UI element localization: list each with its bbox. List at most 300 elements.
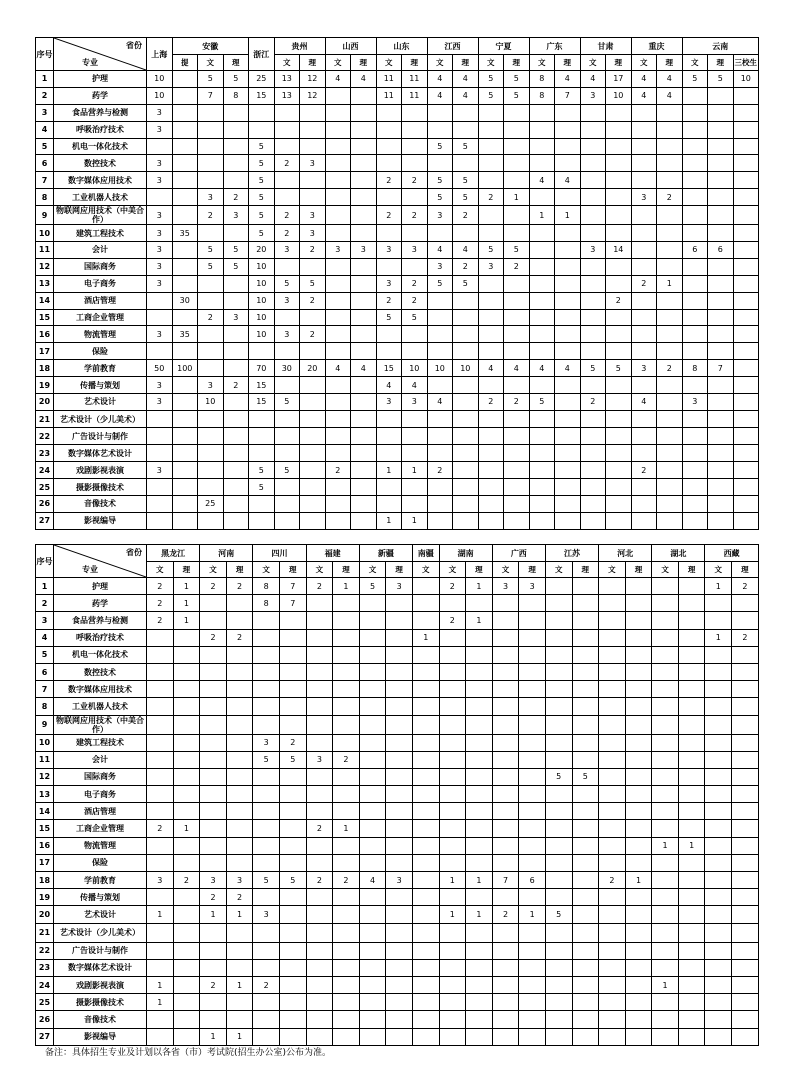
quota-cell	[386, 663, 413, 680]
quota-cell: 1	[519, 906, 546, 923]
quota-cell	[580, 189, 606, 206]
quota-cell	[253, 698, 280, 715]
row-major-name: 数字媒体应用技术	[54, 172, 147, 189]
quota-cell	[253, 629, 280, 646]
quota-cell	[478, 121, 504, 138]
quota-cell: 5	[545, 768, 572, 785]
quota-cell	[439, 1011, 466, 1028]
row-major-name: 艺术设计	[54, 394, 147, 411]
quota-cell: 5	[453, 275, 479, 292]
row-major-name: 物联网应用技术（中美合作）	[54, 715, 147, 734]
table-row	[36, 104, 759, 121]
quota-cell	[359, 923, 386, 942]
province-header: 云南	[682, 38, 759, 55]
quota-cell	[678, 786, 705, 803]
quota-cell	[478, 326, 504, 343]
quota-cell	[529, 292, 555, 309]
quota-cell	[172, 512, 198, 529]
quota-cell	[732, 646, 759, 663]
quota-cell	[519, 734, 546, 751]
quota-cell	[606, 206, 632, 225]
quota-cell	[306, 854, 333, 871]
quota-cell	[599, 906, 626, 923]
quota-cell	[402, 495, 428, 512]
quota-cell	[306, 786, 333, 803]
quota-cell	[529, 462, 555, 479]
quota-cell: 10	[147, 71, 173, 88]
quota-cell	[545, 698, 572, 715]
quota-cell: 1	[402, 512, 428, 529]
quota-cell	[599, 1028, 626, 1045]
quota-cell	[359, 734, 386, 751]
quota-cell	[402, 343, 428, 360]
quota-cell	[147, 681, 174, 698]
quota-cell	[732, 595, 759, 612]
quota-cell	[545, 976, 572, 993]
quota-cell	[359, 889, 386, 906]
quota-cell	[274, 172, 300, 189]
quota-cell	[300, 462, 326, 479]
table-row	[36, 837, 759, 854]
quota-cell	[325, 410, 351, 428]
quota-cell	[173, 803, 200, 820]
subject-header: 文	[529, 55, 555, 71]
quota-cell: 4	[325, 360, 351, 377]
quota-cell	[439, 994, 466, 1011]
quota-cell: 4	[529, 360, 555, 377]
quota-cell	[412, 612, 439, 629]
quota-cell	[708, 292, 734, 309]
quota-cell: 3	[147, 121, 173, 138]
quota-cell	[732, 942, 759, 959]
quota-cell	[678, 854, 705, 871]
quota-cell	[678, 1028, 705, 1045]
quota-cell	[351, 445, 377, 462]
quota-cell	[599, 959, 626, 976]
quota-cell	[279, 715, 306, 734]
row-major-name: 呼吸治疗技术	[54, 629, 147, 646]
quota-cell	[599, 820, 626, 837]
quota-cell: 2	[147, 595, 174, 612]
quota-cell	[652, 923, 679, 942]
quota-cell: 3	[631, 360, 657, 377]
quota-cell	[386, 923, 413, 942]
quota-cell	[333, 942, 360, 959]
subject-header: 理	[657, 55, 683, 71]
quota-cell: 3	[631, 189, 657, 206]
quota-cell: 1	[376, 512, 402, 529]
row-major-name: 护理	[54, 578, 147, 595]
table-row	[36, 923, 759, 942]
quota-cell	[223, 104, 249, 121]
quota-cell: 3	[274, 292, 300, 309]
quota-cell	[200, 837, 227, 854]
quota-cell	[519, 646, 546, 663]
quota-cell	[466, 734, 493, 751]
row-major-name: 数字媒体艺术设计	[54, 959, 147, 976]
quota-cell	[652, 872, 679, 889]
quota-cell	[226, 715, 253, 734]
table-row	[36, 803, 759, 820]
quota-cell	[147, 803, 174, 820]
quota-cell	[412, 646, 439, 663]
quota-cell: 3	[274, 242, 300, 259]
quota-cell: 2	[376, 292, 402, 309]
quota-cell	[402, 121, 428, 138]
quota-cell	[599, 595, 626, 612]
quota-cell	[519, 803, 546, 820]
quota-cell: 2	[376, 206, 402, 225]
quota-cell	[599, 976, 626, 993]
table-row	[36, 309, 759, 326]
quota-cell	[386, 994, 413, 1011]
quota-cell	[652, 1011, 679, 1028]
quota-cell	[172, 242, 198, 259]
quota-cell	[580, 462, 606, 479]
quota-cell: 7	[279, 578, 306, 595]
quota-cell	[519, 994, 546, 1011]
quota-cell	[453, 292, 479, 309]
row-major-name: 音像技术	[54, 1011, 147, 1028]
quota-cell	[226, 837, 253, 854]
quota-cell	[173, 837, 200, 854]
quota-cell	[439, 734, 466, 751]
quota-cell	[325, 377, 351, 394]
quota-cell: 5	[478, 87, 504, 104]
row-seq: 11	[36, 751, 54, 768]
quota-cell	[625, 994, 652, 1011]
quota-cell	[519, 1028, 546, 1045]
quota-cell	[147, 786, 174, 803]
quota-cell	[412, 1028, 439, 1045]
quota-cell	[657, 138, 683, 155]
row-major-name: 药学	[54, 87, 147, 104]
quota-cell	[172, 462, 198, 479]
quota-cell	[279, 698, 306, 715]
quota-cell	[466, 751, 493, 768]
quota-cell	[606, 326, 632, 343]
quota-cell	[439, 715, 466, 734]
quota-cell	[359, 646, 386, 663]
quota-cell	[529, 479, 555, 496]
quota-cell	[545, 663, 572, 680]
quota-cell	[492, 1028, 519, 1045]
quota-cell	[200, 751, 227, 768]
quota-cell	[606, 343, 632, 360]
quota-cell	[625, 578, 652, 595]
quota-cell	[147, 479, 173, 496]
quota-cell	[529, 121, 555, 138]
quota-cell	[652, 612, 679, 629]
quota-cell	[279, 612, 306, 629]
quota-cell	[733, 225, 759, 242]
quota-cell	[519, 959, 546, 976]
quota-cell	[545, 1028, 572, 1045]
quota-cell	[625, 1028, 652, 1045]
quota-cell	[682, 275, 708, 292]
quota-cell	[351, 479, 377, 496]
quota-cell: 10	[733, 71, 759, 88]
subject-header: 文	[253, 562, 280, 578]
quota-cell: 1	[625, 872, 652, 889]
quota-cell	[466, 786, 493, 803]
quota-cell: 5	[529, 394, 555, 411]
quota-cell: 10	[198, 394, 224, 411]
quota-cell	[306, 959, 333, 976]
quota-cell: 12	[300, 87, 326, 104]
quota-cell: 2	[279, 734, 306, 751]
quota-cell	[386, 715, 413, 734]
quota-cell	[306, 734, 333, 751]
quota-cell	[652, 786, 679, 803]
quota-cell	[427, 343, 453, 360]
quota-cell	[519, 854, 546, 871]
quota-cell	[325, 292, 351, 309]
quota-cell	[708, 394, 734, 411]
quota-cell: 2	[173, 872, 200, 889]
quota-cell	[147, 309, 173, 326]
quota-cell	[172, 309, 198, 326]
quota-cell	[300, 445, 326, 462]
quota-cell	[529, 428, 555, 445]
quota-cell	[478, 104, 504, 121]
quota-cell: 4	[427, 71, 453, 88]
quota-cell: 3	[492, 578, 519, 595]
quota-cell	[555, 292, 581, 309]
quota-cell	[279, 837, 306, 854]
quota-cell	[359, 976, 386, 993]
quota-cell	[376, 225, 402, 242]
quota-cell	[733, 512, 759, 529]
quota-cell	[351, 462, 377, 479]
quota-cell	[572, 751, 599, 768]
quota-cell: 7	[708, 360, 734, 377]
quota-cell	[678, 889, 705, 906]
table-row	[36, 360, 759, 377]
quota-cell	[678, 923, 705, 942]
quota-cell	[198, 479, 224, 496]
quota-cell	[427, 309, 453, 326]
province-header: 重庆	[631, 38, 682, 55]
quota-cell: 5	[402, 309, 428, 326]
quota-cell: 14	[606, 242, 632, 259]
quota-cell	[279, 1011, 306, 1028]
quota-cell	[200, 646, 227, 663]
quota-cell	[732, 768, 759, 785]
row-seq: 25	[36, 479, 54, 496]
quota-cell	[466, 768, 493, 785]
quota-cell: 3	[223, 206, 249, 225]
province-header: 广西	[492, 545, 545, 562]
plan-table-2	[35, 544, 759, 1046]
quota-cell	[580, 258, 606, 275]
table-row	[36, 1011, 759, 1028]
quota-cell: 5	[198, 71, 224, 88]
quota-cell	[492, 889, 519, 906]
quota-cell	[519, 612, 546, 629]
province-header: 西藏	[705, 545, 758, 562]
quota-cell	[376, 410, 402, 428]
quota-cell	[478, 275, 504, 292]
quota-cell	[300, 104, 326, 121]
quota-cell	[386, 786, 413, 803]
quota-cell	[606, 275, 632, 292]
quota-cell: 30	[274, 360, 300, 377]
row-major-name: 酒店管理	[54, 803, 147, 820]
subject-header: 文	[631, 55, 657, 71]
quota-cell	[631, 326, 657, 343]
quota-cell	[333, 663, 360, 680]
row-major-name: 数字媒体应用技术	[54, 681, 147, 698]
quota-cell	[427, 410, 453, 428]
quota-cell	[386, 751, 413, 768]
quota-cell	[198, 225, 224, 242]
quota-cell	[249, 428, 275, 445]
quota-cell	[173, 906, 200, 923]
quota-cell	[274, 121, 300, 138]
quota-cell	[325, 326, 351, 343]
quota-cell	[580, 428, 606, 445]
quota-cell	[173, 751, 200, 768]
quota-cell	[198, 172, 224, 189]
quota-cell	[652, 942, 679, 959]
quota-cell	[732, 786, 759, 803]
quota-cell	[580, 479, 606, 496]
quota-cell: 10	[249, 292, 275, 309]
quota-cell	[580, 225, 606, 242]
quota-cell	[300, 121, 326, 138]
plan-table-1	[35, 37, 759, 530]
row-major-name: 工商企业管理	[54, 309, 147, 326]
quota-cell: 3	[300, 155, 326, 172]
quota-cell	[412, 595, 439, 612]
quota-cell	[453, 309, 479, 326]
quota-cell	[198, 462, 224, 479]
quota-cell	[708, 495, 734, 512]
quota-cell: 17	[606, 71, 632, 88]
quota-cell	[492, 786, 519, 803]
quota-cell	[351, 292, 377, 309]
quota-cell	[300, 189, 326, 206]
quota-cell	[545, 1011, 572, 1028]
quota-cell	[606, 495, 632, 512]
quota-cell	[529, 343, 555, 360]
quota-cell	[147, 942, 174, 959]
quota-cell	[652, 768, 679, 785]
footnote: 备注：具体招生专业及计划以各省（市）考试院(招生办公室)公布为准。	[45, 1048, 332, 1058]
quota-cell	[359, 629, 386, 646]
row-seq: 20	[36, 906, 54, 923]
quota-cell	[200, 734, 227, 751]
quota-cell	[376, 343, 402, 360]
quota-cell	[504, 138, 530, 155]
quota-cell	[733, 189, 759, 206]
quota-cell	[580, 309, 606, 326]
quota-cell: 1	[466, 612, 493, 629]
row-seq: 17	[36, 343, 54, 360]
quota-cell	[412, 854, 439, 871]
quota-cell	[466, 595, 493, 612]
quota-cell	[325, 138, 351, 155]
quota-cell	[708, 225, 734, 242]
quota-cell: 1	[226, 1028, 253, 1045]
quota-cell: 1	[466, 872, 493, 889]
quota-cell: 15	[249, 394, 275, 411]
quota-cell	[504, 206, 530, 225]
quota-cell	[351, 225, 377, 242]
quota-cell: 7	[555, 87, 581, 104]
quota-cell	[580, 121, 606, 138]
row-major-name: 艺术设计（少儿美术）	[54, 410, 147, 428]
quota-cell	[466, 994, 493, 1011]
quota-cell: 2	[147, 612, 174, 629]
quota-cell	[519, 786, 546, 803]
quota-cell	[545, 872, 572, 889]
row-major-name: 电子商务	[54, 786, 147, 803]
quota-cell	[492, 768, 519, 785]
quota-cell	[606, 104, 632, 121]
row-major-name: 音像技术	[54, 495, 147, 512]
quota-cell	[351, 206, 377, 225]
table-row	[36, 768, 759, 785]
quota-cell	[555, 121, 581, 138]
quota-cell	[306, 1028, 333, 1045]
table-row	[36, 976, 759, 993]
quota-cell	[580, 326, 606, 343]
quota-cell	[652, 681, 679, 698]
row-major-name: 物联网应用技术（中美合作）	[54, 206, 147, 225]
quota-cell: 3	[223, 309, 249, 326]
table-row	[36, 155, 759, 172]
quota-cell: 2	[732, 629, 759, 646]
quota-cell	[359, 768, 386, 785]
quota-cell	[529, 410, 555, 428]
quota-cell	[732, 715, 759, 734]
quota-cell	[678, 976, 705, 993]
quota-cell	[708, 428, 734, 445]
quota-cell: 5	[249, 206, 275, 225]
quota-cell	[478, 309, 504, 326]
row-seq: 2	[36, 87, 54, 104]
quota-cell	[439, 889, 466, 906]
quota-cell: 20	[300, 360, 326, 377]
quota-cell	[599, 681, 626, 698]
quota-cell	[274, 343, 300, 360]
quota-cell	[580, 292, 606, 309]
quota-cell	[599, 837, 626, 854]
quota-cell	[333, 612, 360, 629]
quota-cell	[198, 410, 224, 428]
table-row	[36, 189, 759, 206]
quota-cell	[657, 495, 683, 512]
quota-cell	[733, 275, 759, 292]
quota-cell	[351, 104, 377, 121]
quota-cell	[732, 959, 759, 976]
quota-cell	[333, 698, 360, 715]
quota-cell: 3	[226, 872, 253, 889]
table-row	[36, 994, 759, 1011]
quota-cell	[705, 854, 732, 871]
table-row	[36, 479, 759, 496]
quota-cell	[172, 189, 198, 206]
quota-cell	[678, 959, 705, 976]
quota-cell	[733, 309, 759, 326]
quota-cell	[226, 646, 253, 663]
quota-cell	[226, 959, 253, 976]
quota-cell	[359, 942, 386, 959]
quota-cell	[453, 445, 479, 462]
quota-cell: 5	[274, 275, 300, 292]
